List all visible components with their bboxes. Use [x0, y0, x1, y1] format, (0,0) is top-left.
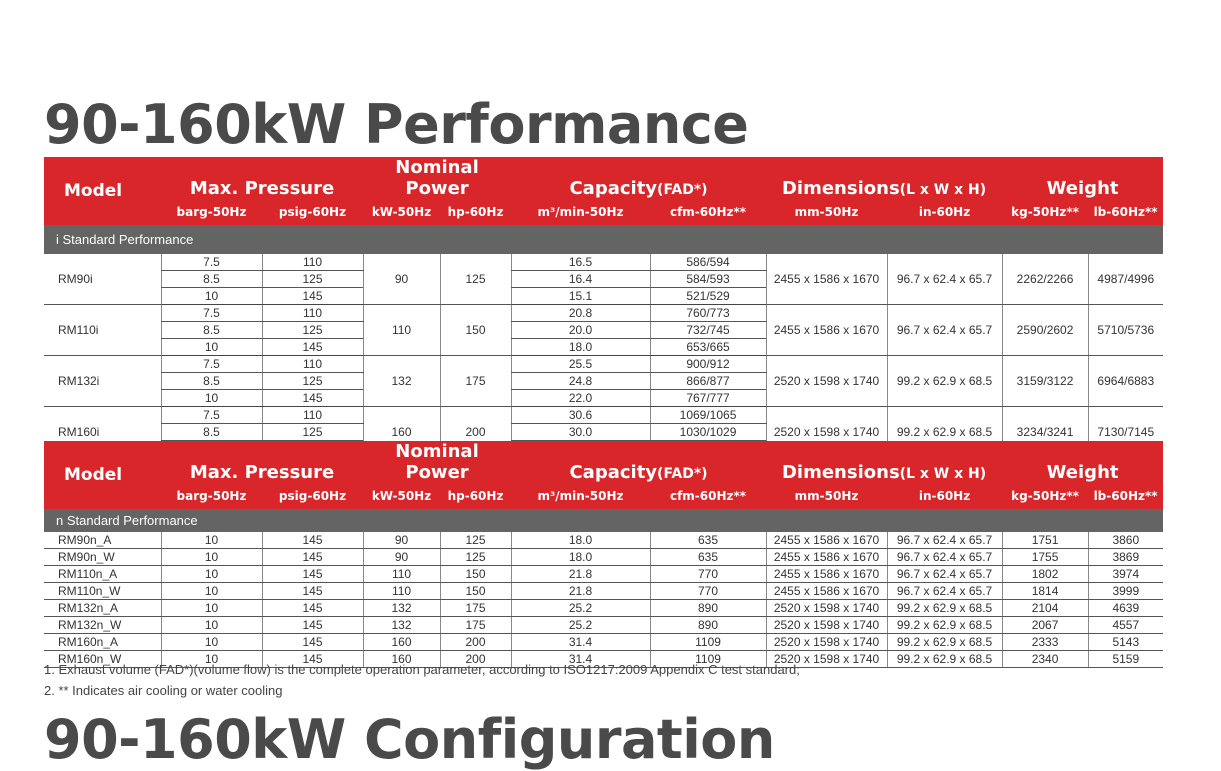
table-cell: 10 [161, 339, 262, 356]
table-cell: 8.5 [161, 322, 262, 339]
table-cell: 2455 x 1586 x 1670 [766, 566, 887, 583]
table-row [44, 407, 1163, 424]
table-cell: 2262/2266 [1002, 254, 1088, 305]
table-cell: 96.7 x 62.4 x 65.7 [887, 305, 1002, 356]
model-cell: RM110i [44, 305, 161, 356]
table-cell: 175 [440, 617, 511, 634]
table-cell: 10 [161, 634, 262, 651]
table-cell: 160 [363, 407, 440, 458]
table-cell: 21.8 [511, 583, 650, 600]
table-cell: 160 [363, 634, 440, 651]
table-cell: 125 [440, 549, 511, 566]
table-cell: 25.2 [511, 617, 650, 634]
table-cell: 1069/1065 [650, 407, 766, 424]
footnote-2: 2. ** Indicates air cooling or water cooling [44, 683, 283, 698]
table-cell: 10 [161, 288, 262, 305]
table-cell: 4557 [1088, 617, 1163, 634]
section-i-label: i Standard Performance [44, 225, 1163, 254]
table-cell: 145 [262, 651, 363, 668]
table-cell: 635 [650, 532, 766, 549]
table-cell: 110 [262, 305, 363, 322]
table-cell: 2520 x 1598 x 1740 [766, 617, 887, 634]
table-cell: 132 [363, 617, 440, 634]
table-cell: 145 [262, 634, 363, 651]
table-cell: 125 [440, 532, 511, 549]
sub-header: barg-50Hz [161, 483, 262, 509]
table-cell: 110 [262, 356, 363, 373]
table-cell: 99.2 x 62.9 x 68.5 [887, 407, 1002, 458]
table-cell: 866/877 [650, 373, 766, 390]
section-n-label: n Standard Performance [44, 509, 1163, 532]
table-cell: 145 [262, 339, 363, 356]
table-cell: 132 [363, 600, 440, 617]
table-cell: 20.0 [511, 322, 650, 339]
table-cell: 175 [440, 356, 511, 407]
table-cell: 2333 [1002, 634, 1088, 651]
table-cell: 125 [262, 424, 363, 441]
table-cell: 2520 x 1598 x 1740 [766, 634, 887, 651]
header-capacity: Capacity(FAD*) [511, 441, 766, 483]
table-cell: 99.2 x 62.9 x 68.5 [887, 634, 1002, 651]
table-cell: 770 [650, 566, 766, 583]
header-nominal-power: Nominal Power [363, 441, 511, 483]
table-cell: 8.5 [161, 373, 262, 390]
sub-header: barg-50Hz [161, 199, 262, 225]
header-weight: Weight [1002, 157, 1163, 199]
table-cell: 5143 [1088, 634, 1163, 651]
footnote-1: 1. Exhaust volume (FAD*)(volume flow) is the complete operation parameter, according to ISO1217:2009 Appendix C test standard; [44, 662, 800, 677]
table-cell: 145 [262, 617, 363, 634]
i-performance-table [44, 157, 1163, 458]
table-cell: 2455 x 1586 x 1670 [766, 583, 887, 600]
table-cell: 21.8 [511, 566, 650, 583]
table-cell: 4639 [1088, 600, 1163, 617]
table-cell: 10 [161, 390, 262, 407]
table-cell: 1755 [1002, 549, 1088, 566]
table-cell: 150 [440, 583, 511, 600]
table-cell: 15.1 [511, 288, 650, 305]
header-nominal-power: Nominal Power [363, 157, 511, 199]
header-dimensions: Dimensions(L x W x H) [766, 157, 1002, 199]
table-cell: 18.0 [511, 339, 650, 356]
performance-title: 90-160kW Performance [44, 93, 749, 156]
table-cell: 767/777 [650, 390, 766, 407]
table-cell: 584/593 [650, 271, 766, 288]
table-cell: 2455 x 1586 x 1670 [766, 532, 887, 549]
table-cell: 3999 [1088, 583, 1163, 600]
table-cell: 2455 x 1586 x 1670 [766, 549, 887, 566]
table-cell: 90 [363, 549, 440, 566]
sub-header: kW-50Hz [363, 483, 440, 509]
table-cell: 110 [262, 407, 363, 424]
table-cell: 18.0 [511, 549, 650, 566]
table-cell: 145 [262, 549, 363, 566]
table-cell: 1751 [1002, 532, 1088, 549]
footnotes [44, 659, 800, 701]
i-table-body [44, 254, 1163, 458]
table-cell: 732/745 [650, 322, 766, 339]
table-cell: 90 [363, 254, 440, 305]
table-cell: 150 [440, 305, 511, 356]
table-row [44, 305, 1163, 322]
table-cell: 96.7 x 62.4 x 65.7 [887, 254, 1002, 305]
table-cell: 10 [161, 583, 262, 600]
header-weight: Weight [1002, 441, 1163, 483]
table-cell: 16.4 [511, 271, 650, 288]
table-cell: 1814 [1002, 583, 1088, 600]
table-cell: 7.5 [161, 254, 262, 271]
table-cell: 30.6 [511, 407, 650, 424]
table-cell: 31.4 [511, 651, 650, 668]
table-cell: 150 [440, 566, 511, 583]
table-cell: 110 [363, 305, 440, 356]
table-cell: 200 [440, 407, 511, 458]
table-cell: 7.5 [161, 407, 262, 424]
table-cell: 145 [262, 532, 363, 549]
table-cell: 200 [440, 634, 511, 651]
table-cell: 2520 x 1598 x 1740 [766, 600, 887, 617]
i-table-header [44, 157, 1163, 225]
table-cell: 200 [440, 651, 511, 668]
sub-header: psig-60Hz [262, 199, 363, 225]
table-cell: 110 [363, 583, 440, 600]
table-cell: 7.5 [161, 356, 262, 373]
table-cell: 132 [363, 356, 440, 407]
table-cell: 8.5 [161, 424, 262, 441]
sub-header: mm-50Hz [766, 199, 887, 225]
table-cell: 30.0 [511, 424, 650, 441]
table-cell: 110 [363, 566, 440, 583]
header-capacity: Capacity(FAD*) [511, 157, 766, 199]
configuration-title: 90-160kW Configuration [44, 708, 775, 771]
table-cell: 96.7 x 62.4 x 65.7 [887, 583, 1002, 600]
table-cell: 4987/4996 [1088, 254, 1163, 305]
model-cell: RM160i [44, 407, 161, 458]
n-performance-table [44, 441, 1163, 668]
sub-header: in-60Hz [887, 483, 1002, 509]
table-cell: 2455 x 1586 x 1670 [766, 305, 887, 356]
table-row [44, 549, 1163, 566]
table-cell: 25.2 [511, 600, 650, 617]
table-cell: 2104 [1002, 600, 1088, 617]
sub-header: hp-60Hz [440, 483, 511, 509]
table-cell: 2590/2602 [1002, 305, 1088, 356]
header-max-pressure: Max. Pressure [161, 441, 363, 483]
table-cell: 586/594 [650, 254, 766, 271]
table-row [44, 532, 1163, 549]
table-cell: 2340 [1002, 651, 1088, 668]
table-cell: 3234/3241 [1002, 407, 1088, 458]
sub-header: kg-50Hz** [1002, 199, 1088, 225]
table-cell: 890 [650, 617, 766, 634]
table-cell: 3974 [1088, 566, 1163, 583]
n-table-body [44, 532, 1163, 668]
table-cell: 99.2 x 62.9 x 68.5 [887, 600, 1002, 617]
table-cell: 31.4 [511, 634, 650, 651]
table-cell: 2520 x 1598 x 1740 [766, 356, 887, 407]
model-cell: RM90n_A [44, 532, 161, 549]
table-row [44, 617, 1163, 634]
table-cell: 2455 x 1586 x 1670 [766, 254, 887, 305]
sub-header: kg-50Hz** [1002, 483, 1088, 509]
model-cell: RM160n_A [44, 634, 161, 651]
table-cell: 890 [650, 600, 766, 617]
table-cell: 175 [440, 600, 511, 617]
table-cell: 145 [262, 390, 363, 407]
table-cell: 8.5 [161, 271, 262, 288]
table-cell: 20.8 [511, 305, 650, 322]
table-cell: 10 [161, 600, 262, 617]
sub-header: kW-50Hz [363, 199, 440, 225]
model-cell: RM90i [44, 254, 161, 305]
table-cell: 125 [262, 373, 363, 390]
table-cell: 10 [161, 549, 262, 566]
n-table-header [44, 441, 1163, 509]
table-cell: 125 [440, 254, 511, 305]
header-model: Model [44, 441, 161, 509]
table-cell: 653/665 [650, 339, 766, 356]
sub-header: m³/min-50Hz [511, 199, 650, 225]
table-cell: 96.7 x 62.4 x 65.7 [887, 566, 1002, 583]
table-cell: 99.2 x 62.9 x 68.5 [887, 651, 1002, 668]
table-cell: 1109 [650, 651, 766, 668]
table-cell: 770 [650, 583, 766, 600]
table-row [44, 600, 1163, 617]
table-cell: 10 [161, 566, 262, 583]
table-cell: 900/912 [650, 356, 766, 373]
table-cell: 1802 [1002, 566, 1088, 583]
table-cell: 635 [650, 549, 766, 566]
table-cell: 24.8 [511, 373, 650, 390]
header-dimensions: Dimensions(L x W x H) [766, 441, 1002, 483]
table-cell: 3860 [1088, 532, 1163, 549]
table-cell: 5710/5736 [1088, 305, 1163, 356]
table-row [44, 583, 1163, 600]
table-cell: 96.7 x 62.4 x 65.7 [887, 532, 1002, 549]
model-cell: RM90n_W [44, 549, 161, 566]
table-cell: 10 [161, 651, 262, 668]
table-cell: 2520 x 1598 x 1740 [766, 407, 887, 458]
table-cell: 99.2 x 62.9 x 68.5 [887, 617, 1002, 634]
table-cell: 3159/3122 [1002, 356, 1088, 407]
table-cell: 125 [262, 322, 363, 339]
table-cell: 22.0 [511, 390, 650, 407]
header-model: Model [44, 157, 161, 225]
table-cell: 145 [262, 583, 363, 600]
model-cell: RM132n_W [44, 617, 161, 634]
table-cell: 7130/7145 [1088, 407, 1163, 458]
table-cell: 160 [363, 651, 440, 668]
table-cell: 521/529 [650, 288, 766, 305]
table-cell: 16.5 [511, 254, 650, 271]
sub-header: psig-60Hz [262, 483, 363, 509]
table-cell: 96.7 x 62.4 x 65.7 [887, 549, 1002, 566]
table-row [44, 566, 1163, 583]
sub-header: cfm-60Hz** [650, 483, 766, 509]
table-cell: 99.2 x 62.9 x 68.5 [887, 356, 1002, 407]
table-row [44, 356, 1163, 373]
table-cell: 2520 x 1598 x 1740 [766, 651, 887, 668]
table-cell: 5159 [1088, 651, 1163, 668]
table-cell: 145 [262, 566, 363, 583]
header-max-pressure: Max. Pressure [161, 157, 363, 199]
sub-header: mm-50Hz [766, 483, 887, 509]
model-cell: RM110n_W [44, 583, 161, 600]
table-row [44, 254, 1163, 271]
table-cell: 25.5 [511, 356, 650, 373]
table-cell: 145 [262, 600, 363, 617]
table-cell: 760/773 [650, 305, 766, 322]
sub-header: in-60Hz [887, 199, 1002, 225]
table-cell: 10 [161, 617, 262, 634]
table-cell: 3869 [1088, 549, 1163, 566]
model-cell: RM132i [44, 356, 161, 407]
table-cell: 145 [262, 288, 363, 305]
model-cell: RM132n_A [44, 600, 161, 617]
table-cell: 90 [363, 532, 440, 549]
model-cell: RM160n_W [44, 651, 161, 668]
table-cell: 1030/1029 [650, 424, 766, 441]
table-cell: 2067 [1002, 617, 1088, 634]
table-cell: 1109 [650, 634, 766, 651]
sub-header: cfm-60Hz** [650, 199, 766, 225]
sub-header: lb-60Hz** [1088, 483, 1163, 509]
sub-header: hp-60Hz [440, 199, 511, 225]
sub-header: lb-60Hz** [1088, 199, 1163, 225]
table-cell: 125 [262, 271, 363, 288]
model-cell: RM110n_A [44, 566, 161, 583]
table-cell: 10 [161, 532, 262, 549]
sub-header: m³/min-50Hz [511, 483, 650, 509]
table-cell: 6964/6883 [1088, 356, 1163, 407]
table-cell: 18.0 [511, 532, 650, 549]
table-row [44, 634, 1163, 651]
table-cell: 110 [262, 254, 363, 271]
table-cell: 7.5 [161, 305, 262, 322]
